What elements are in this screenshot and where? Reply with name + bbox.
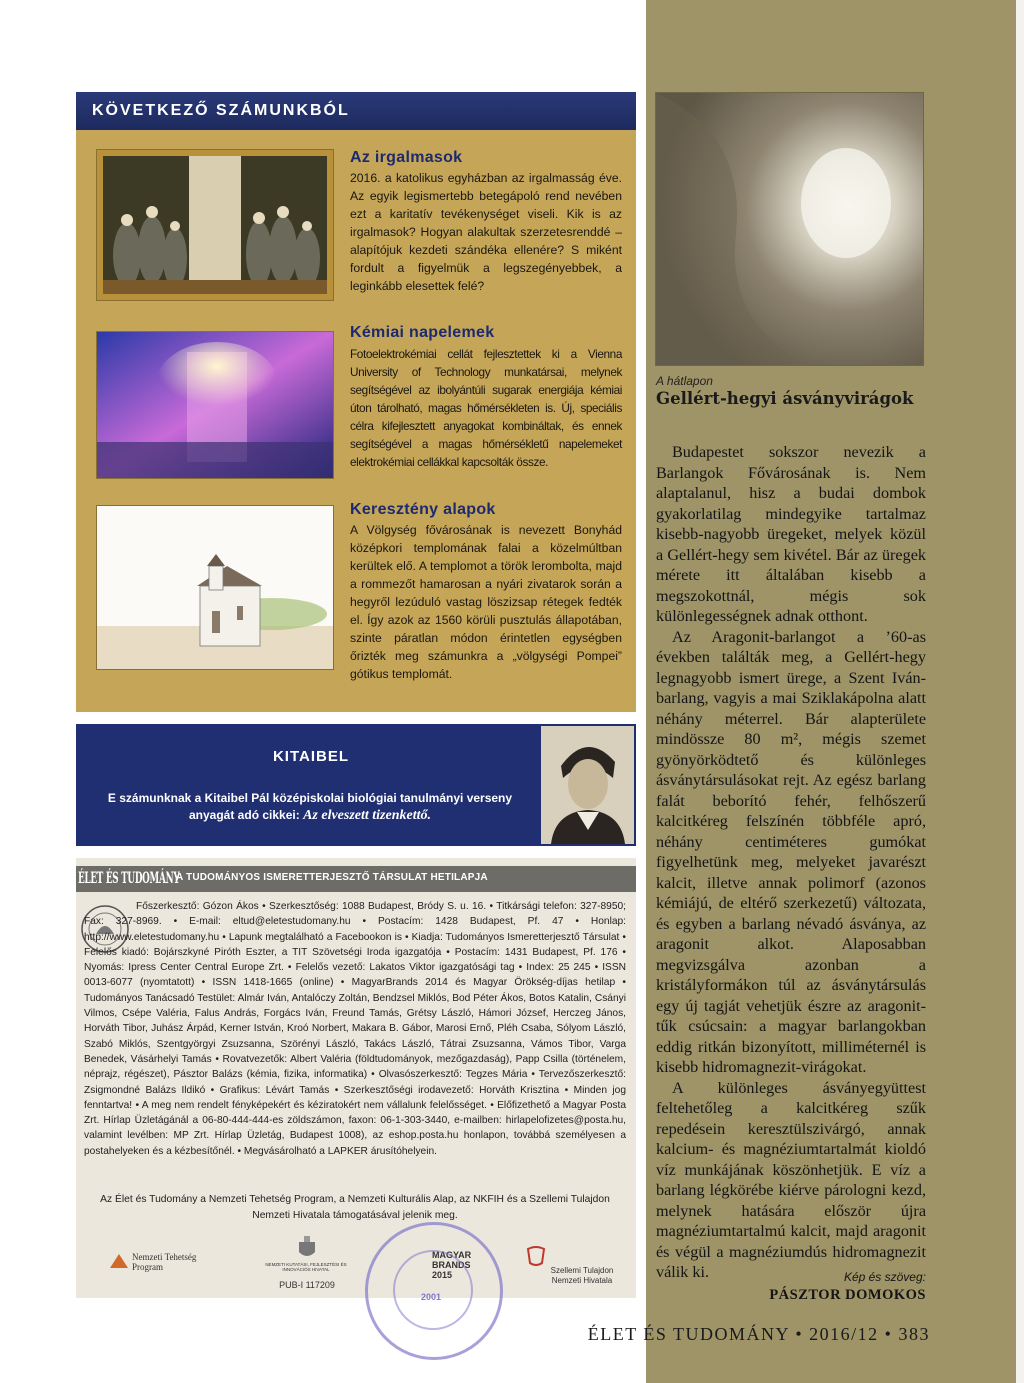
imprint-text — [84, 899, 626, 1159]
imprint-support-text: Az Élet és Tudomány a Nemzeti Tehetség Program, a Nemzeti Kulturális Alap, az NKFIH és a Szellemi Tulajdon Nemzeti Hivatala támogatásával jelenik meg. — [100, 1194, 610, 1221]
page-folio: ÉLET ÉS TUDOMÁNY • 2016/12 • 383 — [587, 1324, 930, 1344]
article-paragraph: A különleges ásványegyüttest feltehetőleg a kalcitkéreg szűk repedésein keresztülszivárgó, annak kalcium- és magnéziumtartalmát kioldó víz munkájának köszönhetjük. E víz a barlang légkörébe kiérve párologni kezd, melynek hatására először újra magnéziumtartalmú kalcit, majd aragonit és végül a magnéziumdús hidromagnezit válik ki. — [656, 1078, 926, 1281]
masthead-subtitle: A TUDOMÁNYOS ISMERETTERJESZTŐ TÁRSULAT HETILAPJA — [176, 872, 488, 883]
church-drawing-image — [96, 505, 334, 670]
sponsor-brands: MAGYAR BRANDS 2015 — [432, 1250, 472, 1280]
article-paragraph: Az Aragonit-barlangot a ’60-as években találták meg, a Gellért-hegy legnagyobb ismert ürege, a Szent Iván-barlang, vagyis a mai Sziklakápolna alatt néhány méterrel. Bár alapterülete mindössze 80 m², mégis szemet gyönyörködtető és különleges ásványtársulásokat rejt. Az egész barlang falát beborító fehér, felhőszerű kalcitkéreg felszínén többféle apró, néhány centiméteres gumókat figyelhetünk meg, melyeket javarészt kalcit, illetve annak polimorf (azonos kémiájú, de eltérő szerkezetű) változata, és egyben a barlang névadó ásványa, az aragonit alkot. Alaposabban megvizsgálva azonban a kristályformákon túl az ásványtársulás egy új tagját vehetjük észre az aragonit-tűk csúcsain: a magyar barlangokban eddig ritkán bizonyított, milliméternél is kisebb hidromagnezit-virágokat. — [656, 627, 926, 1076]
sponsor-sztnh: Szellemi Tulajdon Nemzeti Hivatala — [550, 1266, 614, 1285]
kitaibel-body — [90, 790, 530, 824]
back-cover-title: Gellért-hegyi ásványvirágok — [656, 389, 914, 408]
section-header-title: KÖVETKEZŐ SZÁMUNKBÓL — [92, 102, 350, 119]
article-body-kemiai: Fotoelektrokémiai cellát fejlesztettek ki a Vienna University of Technology munkatársai, melynek segítségével az ibolyántúli sugarak energiája kémiai úton tárolható, magas hőmérsékleten is. Új, speciális célra kifejlesztett anyagokat kombináltak, és ennek segítségével a magas hőmérsékletű napelemeket elektrokémiai cellákkal kapcsolták össze. — [350, 347, 622, 469]
sponsor-tehetseg: Nemzeti Tehetség Program — [132, 1252, 197, 1272]
back-cover-label: A hátlapon — [656, 374, 713, 388]
article-title-irgalmasok: Az irgalmasok — [350, 149, 463, 166]
tehetseg-logo-icon — [108, 1252, 130, 1270]
article-body-irgalmasok: 2016. a katolikus egyházban az irgalmasság éve. Az egyik legismertebb betegápoló rend nevében ezt a karitatív tevékenységet viseli. Kik is az irgalmasok? Hogyan alakultak szerzetesrenddé – alapítójuk kezdeti szándéka ellenére? S miként fordult a figyelmük a legszegényebbek, a leginkább elesettek felé? — [350, 171, 622, 293]
sponsor-nkfih: NEMZETI KUTATÁSI, FEJLESZTÉSI ÉS INNOVÁCIÓS HIVATAL — [265, 1262, 347, 1272]
stamp-year: 2001 — [420, 1292, 442, 1302]
imprint-paragraph: Főszerkesztő: Gózon Ákos • Szerkesztőség: 1088 Budapest, Bródy S. u. 16. • Titkársági telefon: 327-8950; Fax: 327-8969. • E-mail: eltud@eletestudomany.hu • Postacím: 1428 Budapest, Pf. 47 • Honlap: http://www.eletestudomany.hu • Lapunk megtalálható a Facebookon is • Kiadja: Tudományos Ismeretterjesztő Társulat • Felelős kiadó: Bojárszkyné Piróth Eszter, a TIT Szövetségi Iroda igazgatója • Postacím: 1431 Budapest, Pf. 176 • Nyomás: Ipress Center Central Europe Zrt. • Felelős vezető: Lakatos Viktor igazgatósági tag • Index: 25 245 • ISSN 0013-6077 (nyomtatott) • ISSN 1418-1665 (online) • MagyarBrands 2014 és Magyar Örökség-díjas hetilap • Tudományos Tanácsadó Testület: Almár Iván, Antalóczy Zoltán, Bendzsel Miklós, Bod Péter Ákos, Botos Katalin, Csányi Vilmos, Csépe Valéria, Falus András, Forgács Iván, Freund Tamás, Grétsy László, Hámori József, Herczeg János, Horváth Tibor, Juhász Árpád, Kerner István, Kroó Norbert, Makara B. Gábor, Marosi Ernő, Pléh Csaba, Sólyom László, Szabó Miklós, Szentgyörgyi Zsuzsanna, Szörényi László, Takács László, Tátrai Zsuzsanna, Vámos Tibor, Varga Benedek, Vásárhelyi Tamás • Rovatvezetők: Albert Valéria (földtudományok, mezőgazdaság), Papp Csilla (történelem, néprajz, régészet), Pásztor Balázs (kémia, fizika, informatika) • Olvasószerkesztő: Tegzes Mária • Tervezőszerkesztő: Zsigmondné Balázs Ildikó • Grafikus: Lévárt Tamás • Szerkesztőségi irodavezető: Horváth Krisztina • Minden jog fenntartva! • A meg nem rendelt fényképekért és kéziratokért nem vállalunk felelősséget. • Előfizethető a Magyar Posta Zrt. Hírlap Üzletágánál a 06-80-444-444-es zöldszámon, faxon: 06-1-303-3440, e-mailben: hirlapelofizetes@posta.hu, valamint levélben: MP Zrt. Hírlap Üzletág, Budapest 1008), az eshop.posta.hu honlapon, továbbá személyesen a postahelyeken és a kézbesítőnél. • Megvásárolható a LAPKER árusítóhelyein. — [84, 901, 626, 1157]
article-paragraph: Budapestet sokszor nevezik a Barlangok Fővárosának is. Nem alaptalanul, hisz a budai dombok gyakorlatilag mindegyike tartalmaz kisebb-nagyobb üregeket, melyek közül a Gellért-hegy sem kivétel. Bár az üregek mérete itt általában kisebb a megszokottnál, mégis sok különlegességnek adnak otthont. — [656, 443, 926, 625]
hungary-coat-of-arms-icon — [297, 1236, 317, 1260]
article-body-kereszteny: A Völgység fővárosának is nevezett Bonyhád középkori templomának falai a közelmúltban kerültek elő. A templomot a török lerombolta, majd a rommezőt hamarosan a nyári zivatarok során a hegyről lezúduló vastag löszizsap rétegek fedték el. Így azok az 1560 körüli pusztulás állapotában, szinte páratlan módon érintetlen egységben őrizték meg számunkra a „völgységi Pompei” gótikus templomát. — [350, 523, 622, 681]
nuns-painting-image — [96, 149, 334, 301]
kitaibel-article: Az elveszett tizenkettő. — [303, 808, 431, 823]
kitaibel-title: KITAIBEL — [272, 748, 350, 765]
mineral-flowers-photo — [655, 92, 924, 366]
chemistry-cell-image — [96, 331, 334, 479]
back-cover-article — [656, 442, 926, 1283]
sztnh-logo-icon — [526, 1245, 546, 1267]
kitaibel-text: E számunknak a Kitaibel Pál középiskolai biológiai tanulmányi verseny anyagát adó cikkei: — [107, 791, 513, 822]
article-title-kemiai: Kémiai napelemek — [350, 324, 495, 341]
masthead-logo: ÉLET ÉS TUDOMÁNY — [78, 868, 180, 887]
kitaibel-portrait-image — [541, 726, 634, 844]
credit-name: PÁSZTOR DOMOKOS — [769, 1287, 926, 1303]
credit-label: Kép és szöveg: — [843, 1270, 926, 1284]
page-edge — [1016, 0, 1024, 1383]
pub-number: PUB-I 117209 — [279, 1280, 335, 1290]
article-title-kereszteny: Keresztény alapok — [350, 501, 496, 518]
library-stamp-inner — [393, 1250, 473, 1330]
